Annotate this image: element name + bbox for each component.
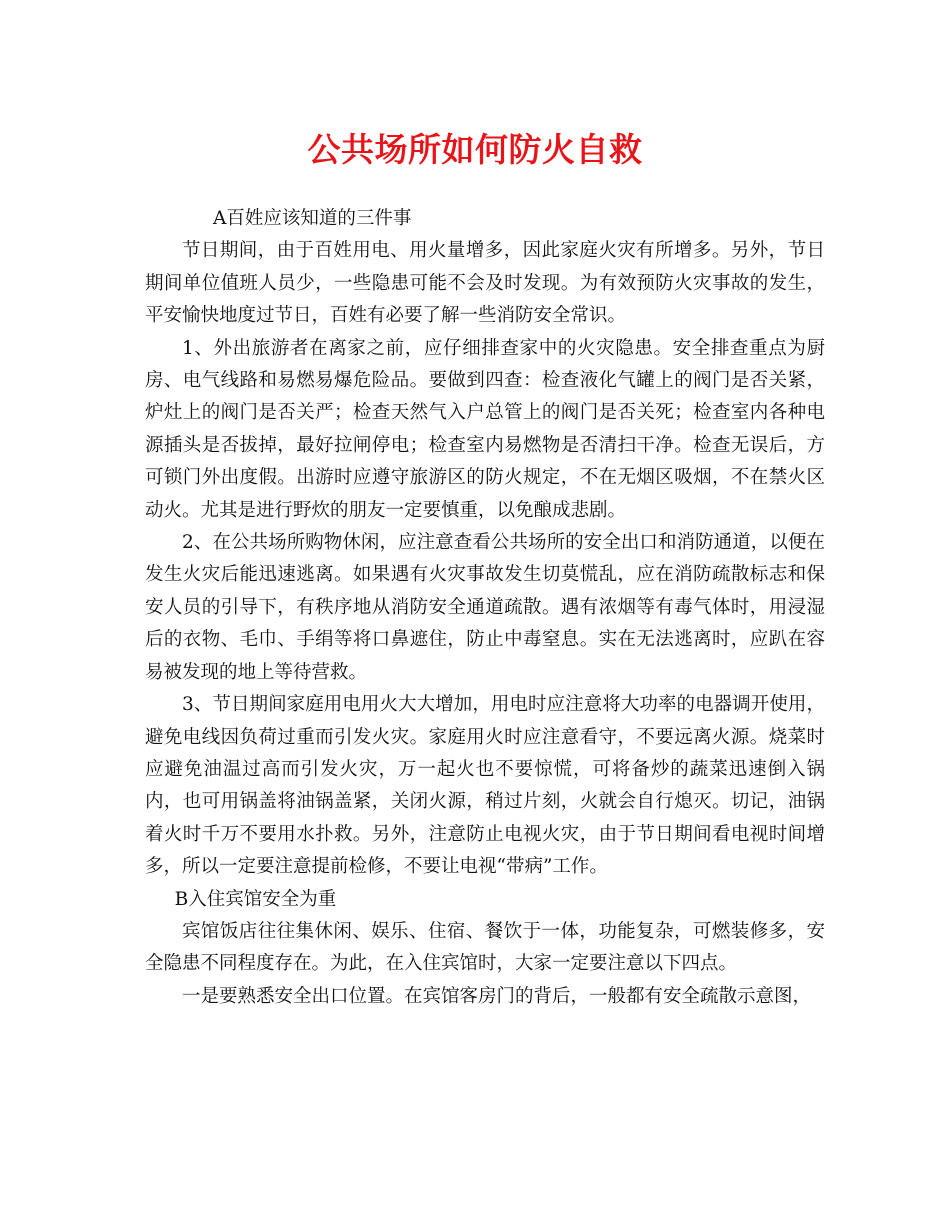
paragraph-hotel-intro: 宾馆饭店往往集休闲、娱乐、住宿、餐饮于一体，功能复杂，可燃装修多，安全隐患不同程度存在。为此，在入住宾馆时，大家一定要注意以下四点。 <box>145 920 825 975</box>
paragraph-item-1: 1、外出旅游者在离家之前，应仔细排查家中的火灾隐患。安全排查重点为厨房、电气线路和易燃易爆危险品。要做到四查：检查液化气罐上的阀门是否关紧，炉灶上的阀门是否关严；检查天然气入户总管上的阀门是否关死；检查室内各种电源插头是否拔掉，最好拉闸停电；检查室内易燃物是否清扫干净。检查无误后，方可锁门外出度假。出游时应遵守旅游区的防火规定，不在无烟区吸烟，不在禁火区动火。尤其是进行野炊的朋友一定要慎重，以免酿成悲剧。 <box>145 337 825 521</box>
paragraph-item-3: 3、节日期间家庭用电用火大大增加，用电时应注意将大功率的电器调开使用，避免电线因负荷过重而引发火灾。家庭用火时应注意看守，不要远离火源。烧菜时应避免油温过高而引发火灾，万一起火也不要惊慌，可将备炒的蔬菜迅速倒入锅内，也可用锅盖将油锅盖紧，关闭火源，稍过片刻，火就会自行熄灭。切记，油锅着火时千万不要用水扑救。另外，注意防止电视火灾，由于节日期间看电视时间增多，所以一定要注意提前检修，不要让电视“带病”工作。 <box>145 694 825 878</box>
document-body <box>145 203 825 1013</box>
paragraph-hotel-point-1: 一是要熟悉安全出口位置。在宾馆客房门的背后，一般都有安全疏散示意图， <box>182 985 812 1007</box>
document-title: 公共场所如何防火自救 <box>307 130 643 169</box>
section-heading-b: B入住宾馆安全为重 <box>174 888 337 910</box>
paragraph-item-2: 2、在公共场所购物休闲，应注意查看公共场所的安全出口和消防通道，以便在发生火灾后能迅速逃离。如果遇有火灾事故发生切莫慌乱，应在消防疏散标志和保安人员的引导下，有秩序地从消防安全通道疏散。遇有浓烟等有毒气体时，用浸湿后的衣物、毛巾、手绢等将口鼻遮住，防止中毒窒息。实在无法逃离时，应趴在容易被发现的地上等待营救。 <box>145 532 825 683</box>
section-heading-a: A百姓应该知道的三件事 <box>213 208 412 229</box>
paragraph-intro: 节日期间，由于百姓用电、用火量增多，因此家庭火灾有所增多。另外，节日期间单位值班人员少，一些隐患可能不会及时发现。为有效预防火灾事故的发生，平安愉快地度过节日，百姓有必要了解一些消防安全常识。 <box>145 240 825 327</box>
